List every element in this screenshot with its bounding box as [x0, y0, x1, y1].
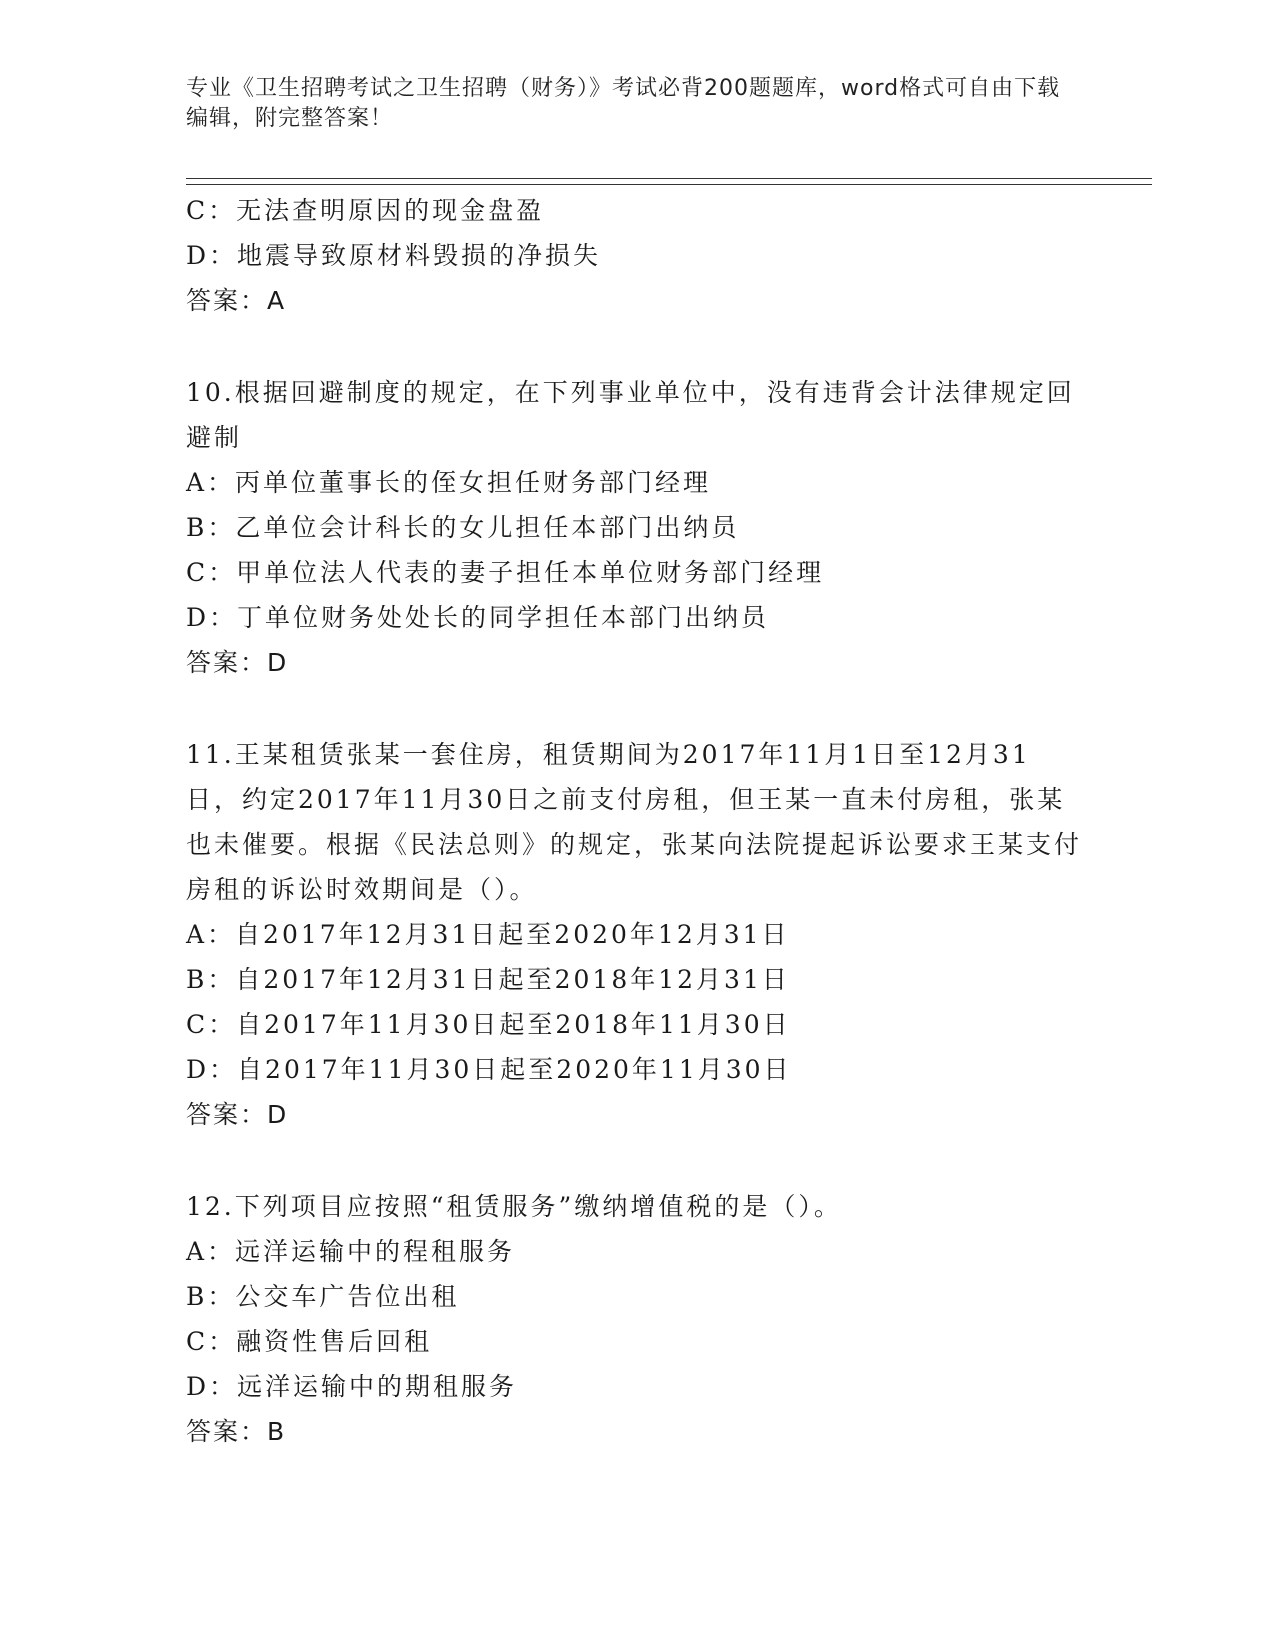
option-c: C：融资性售后回租 [186, 1327, 433, 1356]
question-stem: 10.根据回避制度的规定，在下列事业单位中，没有违背会计法律规定回避制 [186, 378, 1075, 452]
option-d: D：地震导致原材料毁损的净损失 [186, 241, 602, 270]
question-9-continuation [186, 188, 1086, 323]
page-header: 专业《卫生招聘考试之卫生招聘（财务）》考试必背200题题库，word格式可自由下载编辑，附完整答案！ [186, 76, 1061, 131]
option-b: B：自2017年12月31日起至2018年12月31日 [186, 965, 790, 994]
answer-line: 答案：B [186, 1417, 287, 1446]
answer-line: 答案：D [186, 648, 289, 677]
question-stem: 11.王某租赁张某一套住房，租赁期间为2017年11月1日至12月31日，约定2017年11月30日之前支付房租，但王某一直未付房租，张某也未催要。根据《民法总则》的规定，张某向法院提起诉讼要求王某支付房租的诉讼时效期间是（）。 [186, 740, 1083, 904]
question-12 [186, 1184, 1086, 1454]
document-body [186, 188, 1086, 1454]
option-c: C：甲单位法人代表的妻子担任本单位财务部门经理 [186, 558, 825, 587]
question-11 [186, 732, 1086, 1137]
option-b: B：乙单位会计科长的女儿担任本部门出纳员 [186, 513, 740, 542]
spacer [186, 1137, 1086, 1184]
header-divider [186, 178, 1152, 185]
option-d: D：远洋运输中的期租服务 [186, 1372, 518, 1401]
question-10 [186, 370, 1086, 685]
option-a: A：远洋运输中的程租服务 [186, 1237, 516, 1266]
option-d: D：丁单位财务处处长的同学担任本部门出纳员 [186, 603, 770, 632]
option-b: B：公交车广告位出租 [186, 1282, 460, 1311]
answer-line: 答案：D [186, 1100, 289, 1129]
spacer [186, 685, 1086, 732]
option-a: A：丙单位董事长的侄女担任财务部门经理 [186, 468, 712, 497]
option-c: C：无法查明原因的现金盘盈 [186, 196, 545, 225]
answer-line: 答案：A [186, 286, 287, 315]
option-a: A：自2017年12月31日起至2020年12月31日 [186, 920, 790, 949]
question-stem: 12.下列项目应按照“租赁服务”缴纳增值税的是（）。 [186, 1192, 842, 1221]
spacer [186, 323, 1086, 370]
option-c: C：自2017年11月30日起至2018年11月30日 [186, 1010, 791, 1039]
option-d: D：自2017年11月30日起至2020年11月30日 [186, 1055, 792, 1084]
